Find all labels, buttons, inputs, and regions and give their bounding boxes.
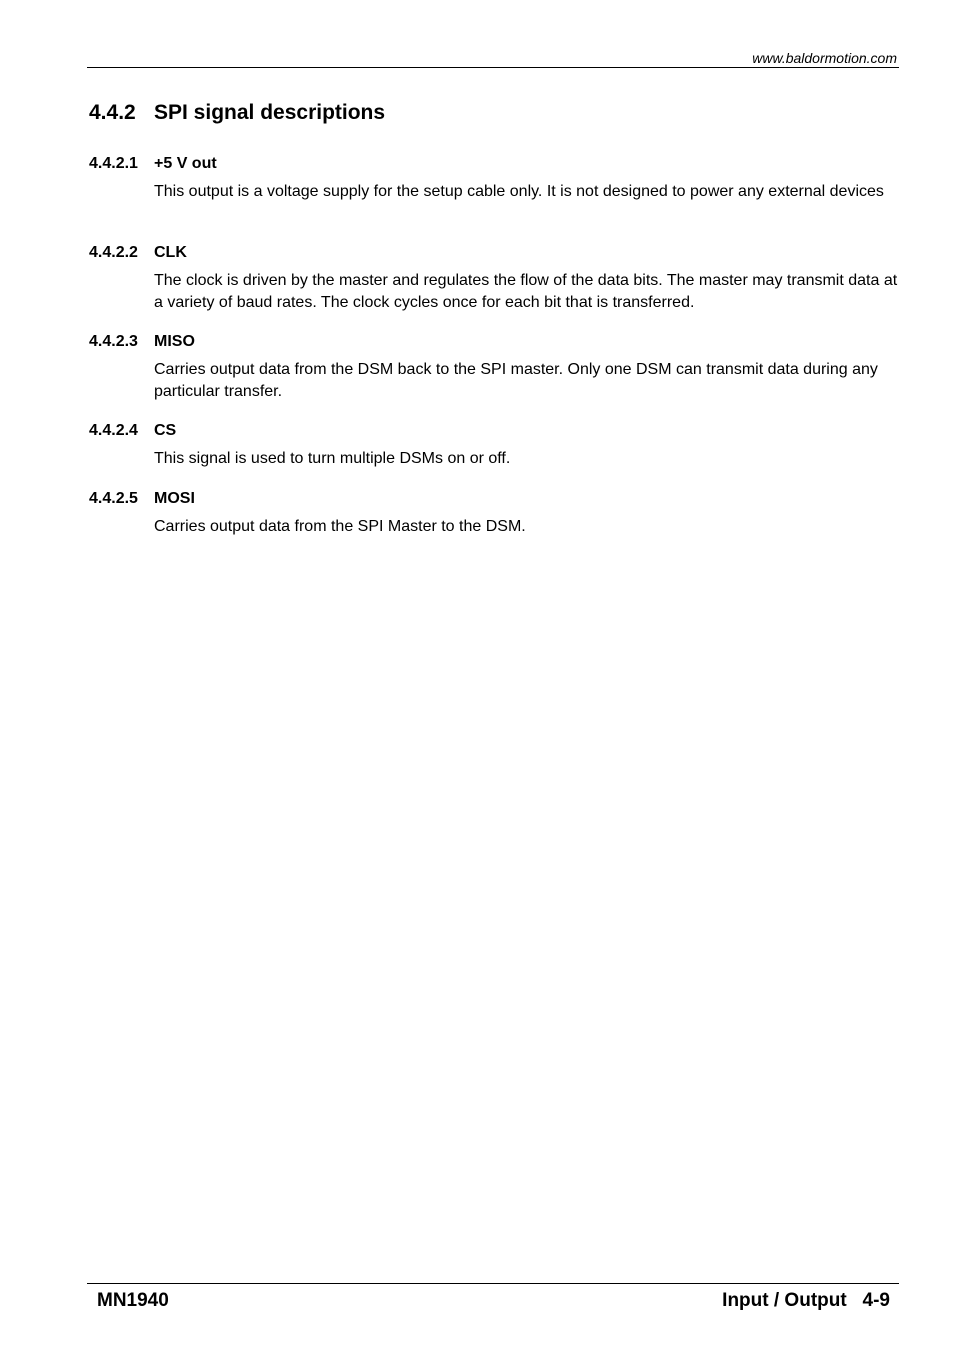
subsection-number: 4.4.2.3	[89, 333, 138, 350]
subsection-body: Carries output data from the SPI Master to the DSM.	[154, 518, 526, 535]
subsection-mosi	[89, 489, 889, 538]
subsection-5v-out	[89, 154, 889, 203]
subsection-heading	[89, 421, 889, 441]
subsection-number: 4.4.2.1	[89, 155, 138, 172]
section-title	[89, 100, 385, 126]
subsection-heading	[89, 154, 889, 174]
subsection-body: This output is a voltage supply for the setup cable only. It is not designed to power any external devices	[154, 183, 884, 200]
footer-page-number: 4-9	[862, 1290, 890, 1311]
footer-page-info	[722, 1290, 890, 1312]
footer-chapter: Input / Output	[722, 1290, 847, 1311]
subsection-number: 4.4.2.4	[89, 422, 138, 439]
subsection-body: Carries output data from the DSM back to the SPI master. Only one DSM can transmit data during any particular transfer.	[154, 361, 878, 400]
subsection-clk	[89, 243, 898, 313]
subsection-cs	[89, 421, 889, 470]
section-number: 4.4.2	[89, 101, 136, 124]
subsection-body: This signal is used to turn multiple DSMs on or off.	[154, 450, 511, 467]
subsection-title: CLK	[154, 244, 187, 261]
subsection-miso	[89, 332, 889, 402]
subsection-heading	[89, 243, 889, 263]
header-divider	[87, 67, 899, 68]
footer-divider	[87, 1283, 899, 1284]
subsection-title: CS	[154, 422, 177, 439]
header-url: www.baldormotion.com	[752, 50, 897, 66]
subsection-title: MOSI	[154, 490, 195, 507]
subsection-number: 4.4.2.2	[89, 244, 138, 261]
subsection-number: 4.4.2.5	[89, 490, 138, 507]
section-title-text: SPI signal descriptions	[154, 101, 386, 124]
subsection-title: +5 V out	[154, 155, 217, 172]
footer-manual-number: MN1940	[97, 1290, 169, 1311]
subsection-heading	[89, 489, 889, 509]
subsection-heading	[89, 332, 889, 352]
subsection-title: MISO	[154, 333, 195, 350]
subsection-body: The clock is driven by the master and regulates the flow of the data bits. The master may transmit data at a variety of baud rates. The clock cycles once for each bit that is transferred.	[154, 272, 898, 311]
